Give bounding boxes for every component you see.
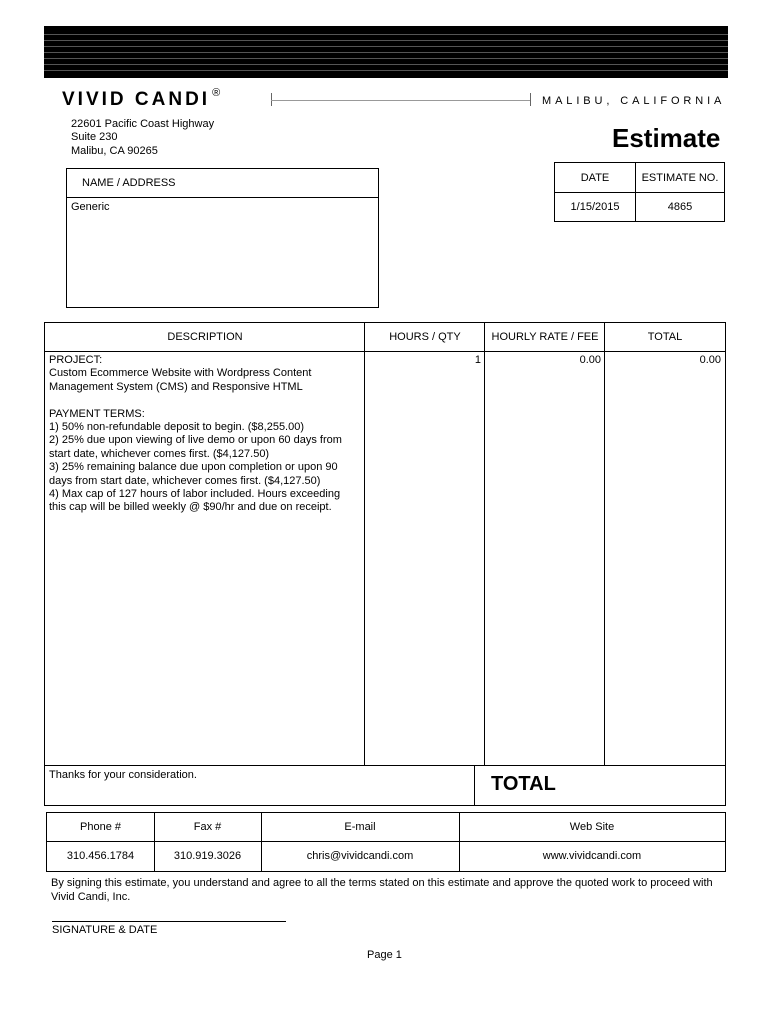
contact-table [46,812,726,872]
header-banner [44,26,728,78]
column-divider [484,323,485,765]
company-location: MALIBU, CALIFORNIA [542,95,726,107]
items-table [44,322,726,806]
email-header: E-mail [344,821,376,833]
phone-value: 310.456.1784 [66,850,135,862]
page-number: Page 1 [367,949,402,961]
total-header: TOTAL [647,331,683,343]
company-logo: VIVID CANDI ® [62,87,221,110]
fax-value: 310.919.3026 [173,850,242,862]
column-divider [604,323,605,765]
brand-divider [271,100,530,101]
website-value: www.vividcandi.com [542,850,642,862]
address-line-2: Suite 230 [71,131,118,143]
name-address-label: NAME / ADDRESS [67,169,378,198]
item-rate: 0.00 [579,354,601,366]
description-header: DESCRIPTION [167,331,243,343]
estimate-no-header: ESTIMATE NO. [636,163,725,193]
contact-row-divider [47,841,725,842]
fax-header: Fax # [193,821,222,833]
estimate-meta-table [554,162,725,222]
email-value: chris@vividcandi.com [306,850,414,862]
address-line-3: Malibu, CA 90265 [71,145,158,157]
date-value: 1/15/2015 [555,193,636,222]
website-header: Web Site [569,821,615,833]
total-label: TOTAL [491,773,556,795]
thank-you-note: Thanks for your consideration. [49,769,197,781]
brand-divider-right [530,93,531,106]
date-header: DATE [555,163,636,193]
rate-header: HOURLY RATE / FEE [491,331,599,343]
total-divider [474,765,475,805]
item-qty: 1 [474,354,481,366]
qty-header: HOURS / QTY [389,331,461,343]
document-title: Estimate [612,123,721,153]
name-address-box [66,168,379,308]
phone-header: Phone # [80,821,121,833]
estimate-no-value: 4865 [636,193,725,222]
column-divider [364,323,365,765]
name-address-value: Generic [71,201,110,213]
item-description: PROJECT: Custom Ecommerce Website with Wordpress Content Management System (CMS) and Responsive HTML PAYMENT TERMS: 1) 50% non-refundable deposit to begin. ($8,255.00) 2) 25% due upon viewing of live demo or upon 60 days from start date, whichever comes first. ($4,127.50) 3) 25% remaining balance due upon completion or upon 90 days from start date, whichever comes first. ($4,127.50) 4) Max cap of 127 hours of labor included. Hours exceeding this cap will be billed weekly @ $90/hr and due on receipt. [49,354,342,514]
signature-label: SIGNATURE & DATE [52,924,158,936]
address-line-1: 22601 Pacific Coast Highway [71,118,215,130]
item-total: 0.00 [699,354,721,366]
agreement-text: By signing this estimate, you understand and agree to all the terms stated on this estimate and approve the quoted work to proceed with Vivid Candi, Inc. [51,877,713,903]
signature-line [52,921,286,922]
items-footer-divider [45,765,725,766]
